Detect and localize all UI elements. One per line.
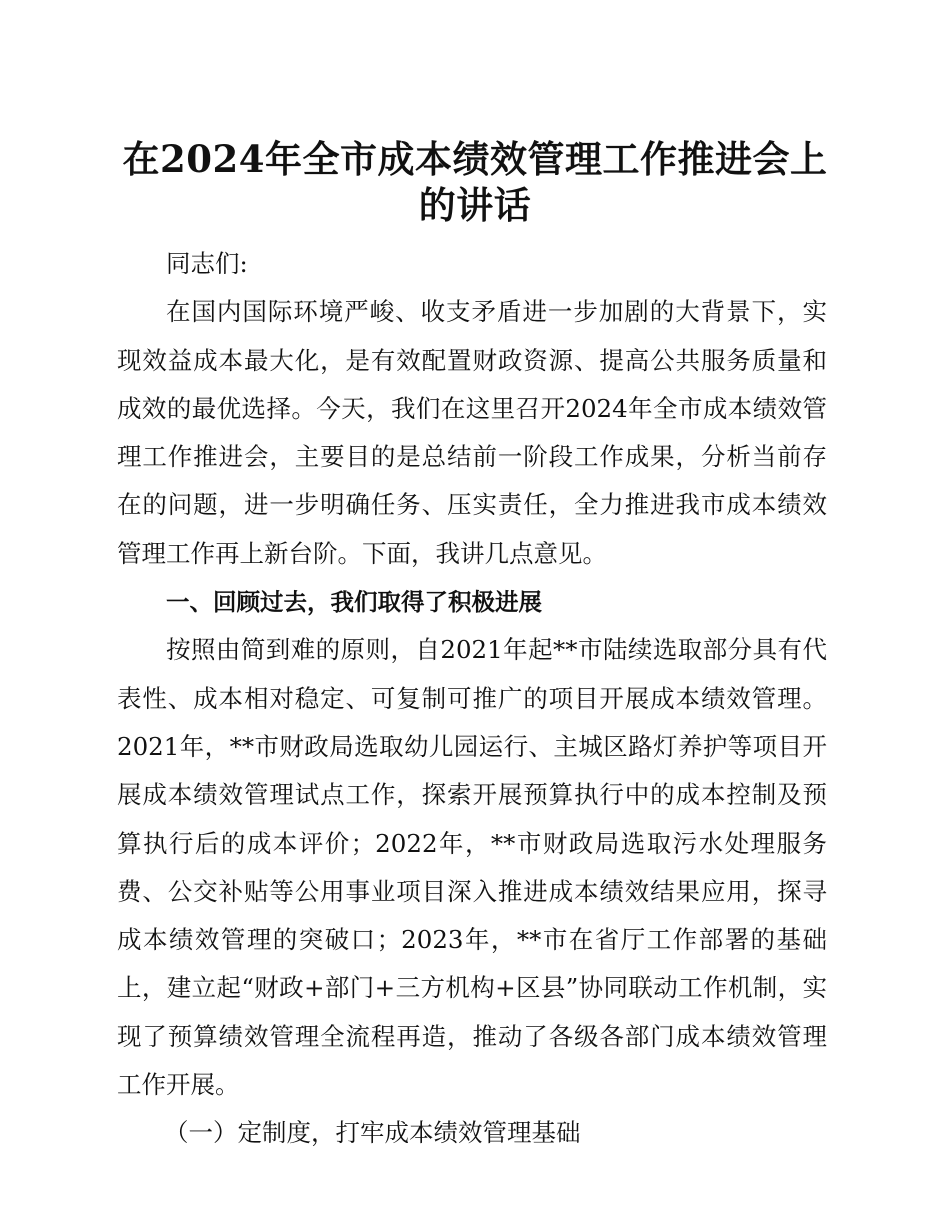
- section-paragraph: 按照由简到难的原则，自2021年起**市陆续选取部分具有代表性、成本相对稳定、可复制可推广的项目开展成本绩效管理。2021年，**市财政局选取幼儿园运行、主城区路灯养护等项目开展成本绩效管理试点工作，探索开展预算执行中的成本控制及预算执行后的成本评价；2022年，**市财政局选取污水处理服务费、公交补贴等公用事业项目深入推进成本绩效结果应用，探寻成本绩效管理的突破口；2023年，**市在省厅工作部署的基础上，建立起“财政+部门+三方机构+区县”协同联动工作机制，实现了预算绩效管理全流程再造，推动了各级各部门成本绩效管理工作开展。: [117, 635, 827, 1100]
- intro-paragraph: 在国内国际环境严峻、收支矛盾进一步加剧的大背景下，实现效益成本最大化，是有效配置财政资源、提高公共服务质量和成效的最优选择。今天，我们在这里召开2024年全市成本绩效管理工作推进会，主要目的是总结前一阶段工作成果，分析当前存在的问题，进一步明确任务、压实责任，全力推进我市成本绩效管理工作再上新台阶。下面，我讲几点意见。: [117, 297, 827, 568]
- section-heading: 一、回顾过去，我们取得了积极进展: [166, 588, 542, 617]
- document-body: [117, 240, 827, 1158]
- document-title: 在2024年全市成本绩效管理工作推进会上的讲话: [122, 137, 828, 227]
- subsection-heading: （一）定制度，打牢成本绩效管理基础: [164, 1118, 581, 1148]
- salutation: 同志们:: [166, 249, 248, 278]
